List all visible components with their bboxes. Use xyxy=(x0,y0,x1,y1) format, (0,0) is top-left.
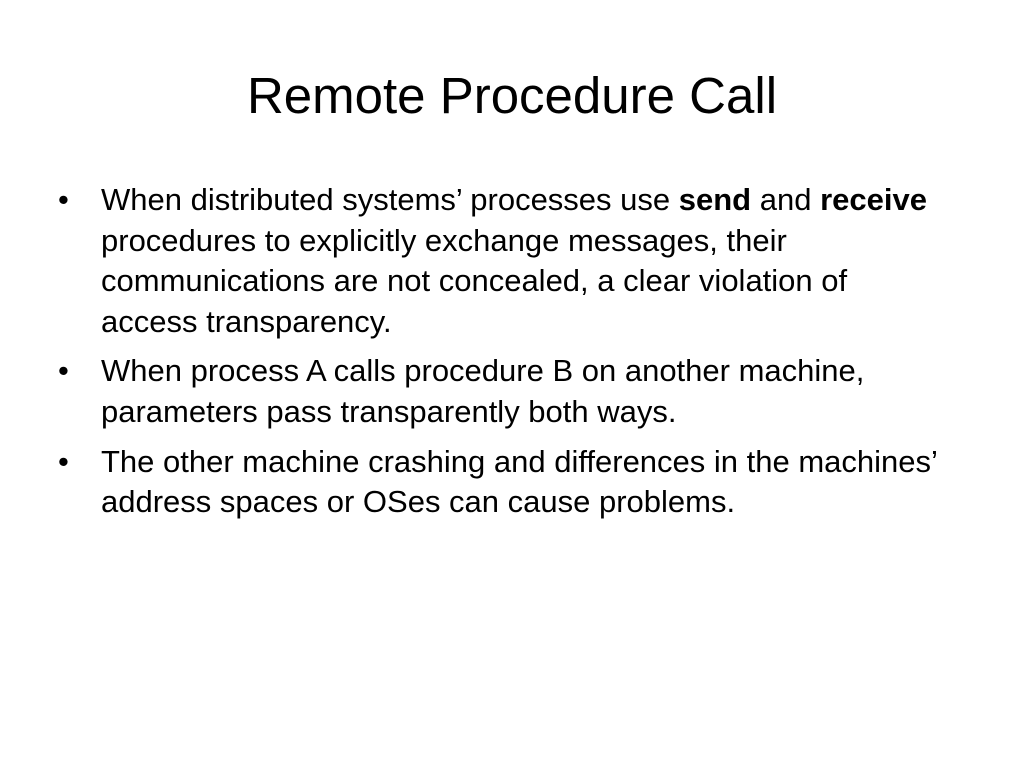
bullet-text: The other machine crashing and differences in the machines’ address spaces or OSes can cause problems. xyxy=(101,443,937,520)
bullet-icon: • xyxy=(58,182,69,217)
bullet-item-problems xyxy=(58,442,948,523)
bullet-text xyxy=(101,182,927,339)
bold-keyword-send: send xyxy=(678,182,752,217)
bullet-icon: • xyxy=(58,353,69,389)
bold-keyword-receive: receive xyxy=(820,182,927,217)
bullet-text-part: procedures to explicitly exchange messages, their communications are not concealed, a clear violation of access transparency. xyxy=(101,222,848,339)
bullet-item-send-receive xyxy=(58,180,948,342)
slide-title: Remote Procedure Call xyxy=(246,67,778,124)
bullet-item-procedure-call xyxy=(58,351,948,432)
bullet-icon: • xyxy=(58,443,69,479)
bullet-list xyxy=(58,180,948,532)
bullet-text: When process A calls procedure B on another machine, parameters pass transparently both ways. xyxy=(101,353,865,429)
bullet-text-part: and xyxy=(751,182,821,217)
bullet-text-part: When distributed systems’ processes use xyxy=(101,182,679,217)
